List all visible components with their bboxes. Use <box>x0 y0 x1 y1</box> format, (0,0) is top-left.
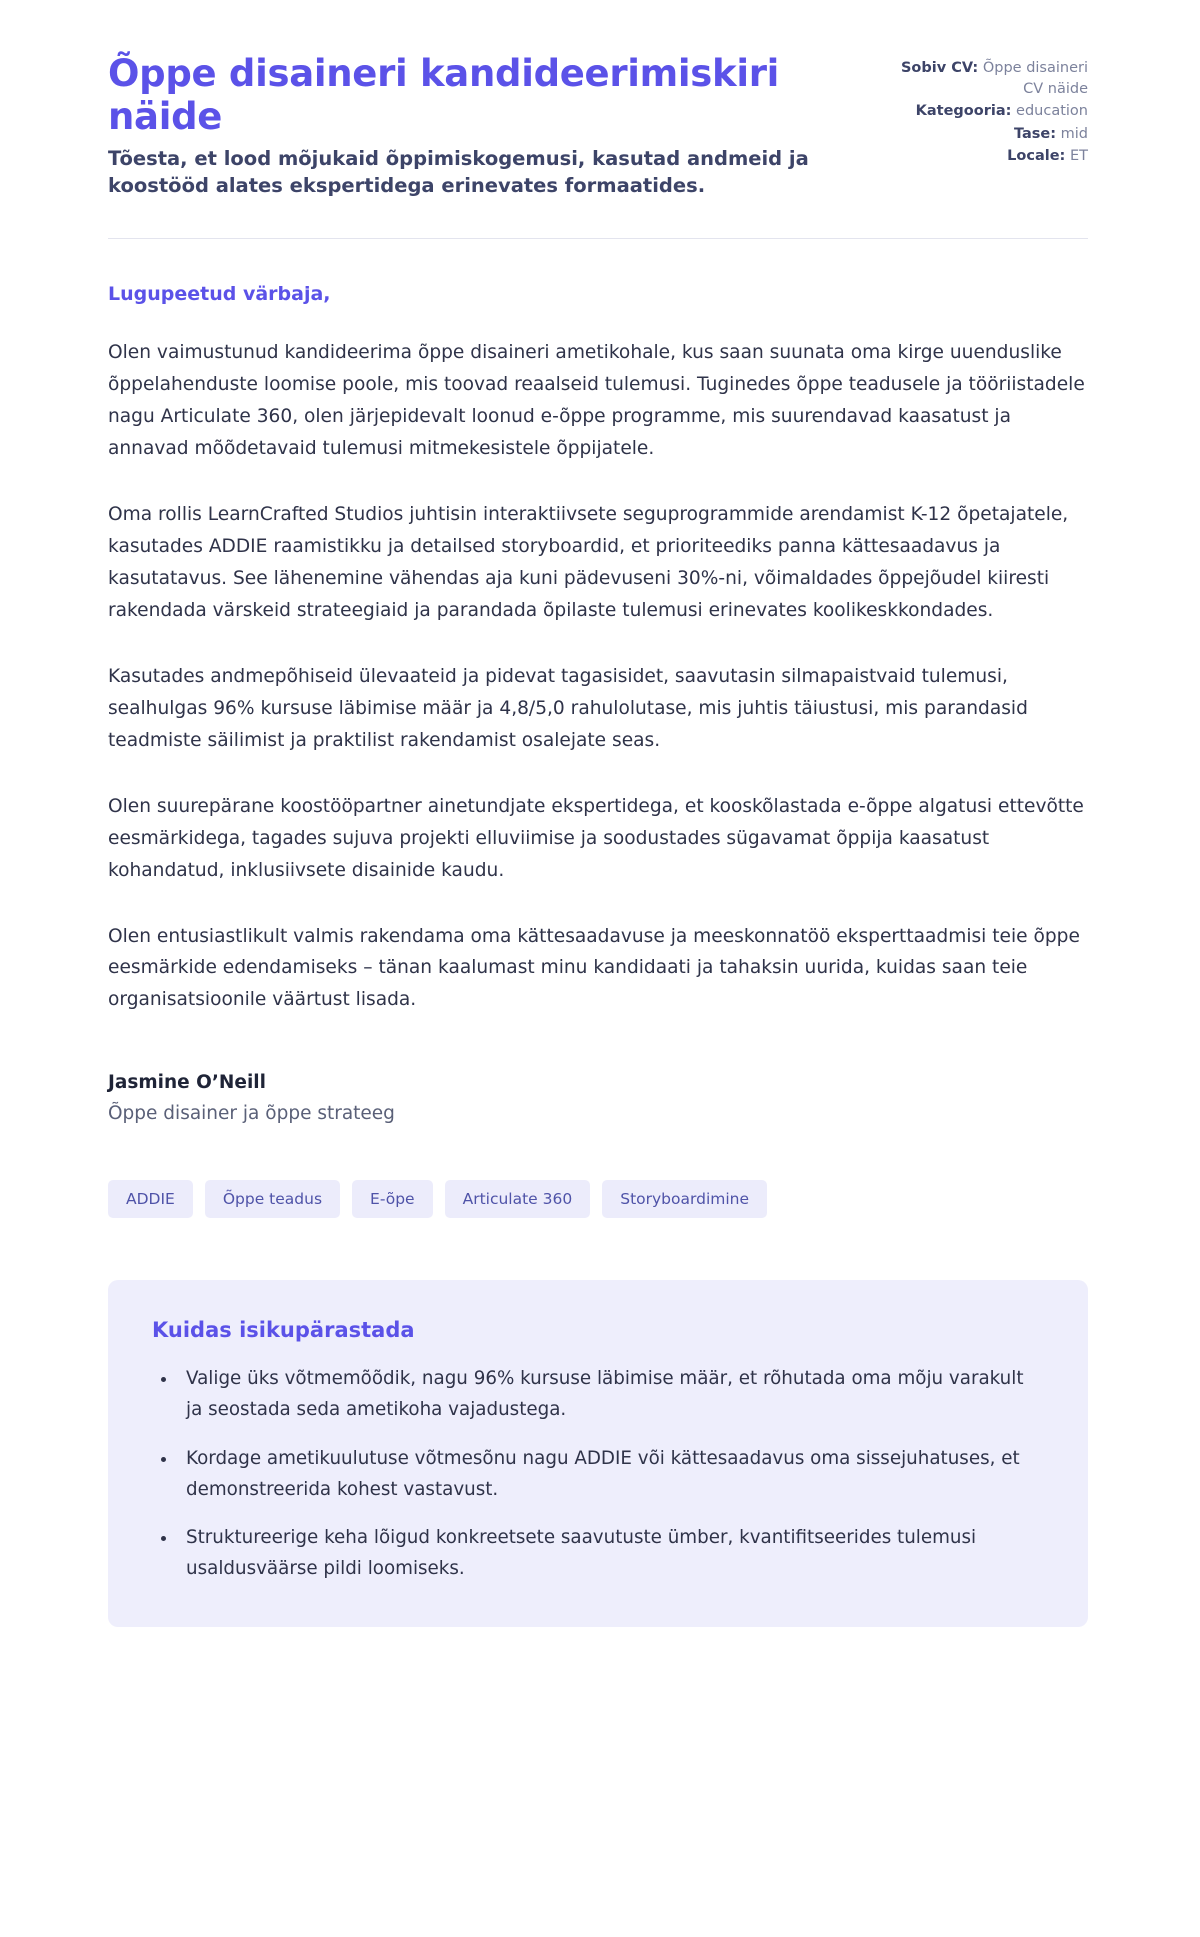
meta-label-locale: Locale: <box>1007 148 1066 165</box>
meta-value-matching-cv: Õppe disaineri CV näide <box>982 60 1088 97</box>
skill-tag[interactable]: Storyboardimine <box>602 1180 767 1218</box>
letter-paragraph: Oma rollis LearnCrafted Studios juhtisin interaktiivsete seguprogrammide arendamist K-12 õpetajatele, kasutades ADDIE raamistikku ja detailsed storyboardid, et prioriteediks panna kättesaadavus ja kasutatavus. See lähenemine vähendas aja kuni pädevuseni 30%-ni, võimaldades õppejõudel kiiresti rakendada värskeid strateegiaid ja parandada õpilaste tulemusi erinevates koolikeskkondades. <box>108 503 1069 621</box>
meta-item-category <box>898 101 1088 122</box>
skill-tag[interactable]: E-õpe <box>352 1180 433 1218</box>
meta-item-locale <box>898 146 1088 167</box>
meta-value-locale: ET <box>1069 148 1088 165</box>
callout-title: Kuidas isikupärastada <box>152 1318 415 1343</box>
signature-role: Õppe disainer ja õppe strateeg <box>108 1103 395 1125</box>
meta-label-category: Kategooria: <box>915 103 1012 120</box>
document-header <box>0 0 1200 200</box>
letter-salutation: Lugupeetud värbaja, <box>108 282 331 305</box>
meta-item-level <box>898 124 1088 145</box>
cover-letter-body <box>0 239 1200 1124</box>
letter-signature <box>108 1072 1088 1124</box>
document-metadata <box>898 52 1088 169</box>
letter-paragraph: Olen entusiastlikult valmis rakendama oma kättesaadavuse ja meeskonnatöö eksperttaadmisi teie õppe eesmärkide edendamiseks – tänan kaalumast minu kandidaati ja tahaksin uurida, kuidas saan teie organisatsioonile väärtust lisada. <box>108 925 1080 1011</box>
signature-name: Jasmine O’Neill <box>108 1072 266 1094</box>
meta-label-level: Tase: <box>1013 125 1057 142</box>
list-item: • Struktureerige keha lõigud konkreetsete saavutuste ümber, kvantifitseerides tulemusi usaldusväärse pildi loomiseks. <box>178 1523 1044 1584</box>
meta-item-matching-cv <box>898 58 1088 99</box>
list-item: • Kordage ametikuulutuse võtmesõnu nagu ADDIE või kättesaadavus oma sissejuhatuses, et demonstreerida kohest vastavust. <box>178 1444 1044 1505</box>
letter-paragraph: Olen vaimustunud kandideerima õppe disaineri ametikohale, kus saan suunata oma kirge uuenduslike õppelahenduste loomise poole, mis toovad reaalseid tulemusi. Tuginedes õppe teadusele ja tööriistadele nagu Articulate 360, olen järjepidevalt loonud e-õppe programme, mis suurendavad kaasatust ja annavad mõõdetavaid tulemusi mitmekesistele õppijatele. <box>108 341 1085 459</box>
bottom-spacer <box>0 1627 1200 1687</box>
skill-tag[interactable]: Õppe teadus <box>205 1180 340 1218</box>
callout-list <box>152 1364 1044 1584</box>
list-item: • Valige üks võtmemõõdik, nagu 96% kursuse läbimise määr, et rõhutada oma mõju varakult ja seostada seda ametikoha vajadustega. <box>178 1364 1044 1425</box>
skill-tag-list <box>0 1124 1200 1218</box>
page-title: Õppe disaineri kandideerimiskiri näide <box>108 52 780 139</box>
letter-paragraph: Olen suurepärane koostööpartner ainetundjate ekspertidega, et kooskõlastada e-õppe algatusi ettevõtte eesmärkidega, tagades sujuva projekti elluviimise ja soodustades sügavamat õppija kaasatust kohandatud, inklusiivsete disainide kaudu. <box>108 795 1084 881</box>
meta-value-category: education <box>1016 103 1088 120</box>
skill-tag[interactable]: Articulate 360 <box>445 1180 591 1218</box>
skill-tag[interactable]: ADDIE <box>108 1180 193 1218</box>
personalization-callout <box>108 1280 1088 1626</box>
meta-value-level: mid <box>1060 125 1088 142</box>
header-left <box>108 52 858 200</box>
page-subtitle: Tõesta, et lood mõjukaid õppimiskogemusi, kasutad andmeid ja koostööd alates ekspertidega erinevates formaatides. <box>108 146 809 198</box>
meta-label-matching-cv: Sobiv CV: <box>900 60 979 76</box>
letter-paragraph: Kasutades andmepõhiseid ülevaateid ja pidevat tagasisidet, saavutasin silmapaistvaid tulemusi, sealhulgas 96% kursuse läbimise määr ja 4,8/5,0 rahulolutase, mis juhtis täiustusi, mis parandasid teadmiste säilimist ja praktilist rakendamist osalejate seas. <box>108 665 1028 751</box>
